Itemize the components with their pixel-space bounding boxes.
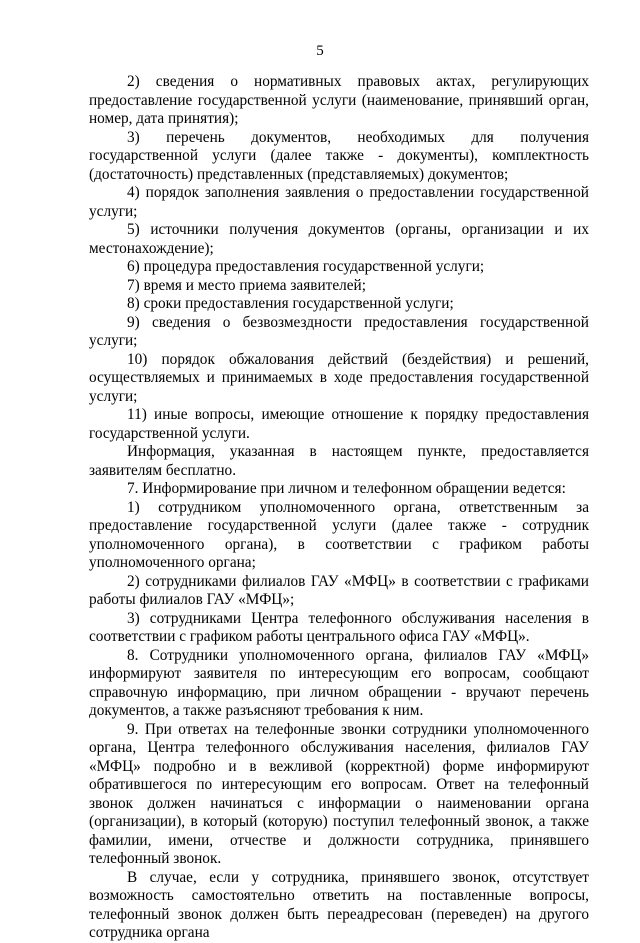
paragraph: 10) порядок обжалования действий (бездействия) и решений, осуществляемых и принимаемых в ходе предоставления государственной услуги;	[89, 350, 589, 405]
paragraph: 9. При ответах на телефонные звонки сотрудники уполномоченного органа, Центра телефонного обслуживания населения, филиалов ГАУ «МФЦ» подробно и в вежливой (корректной) форме информируют обратившегося по интересующим его вопросам. Ответ на телефонный звонок должен начинаться с информации о наименовании органа (организации), в который (которую) поступил телефонный звонок, а также фамилии, имени, отчестве и должности сотрудника, принявшего телефонный звонок.	[89, 720, 589, 867]
paragraph: 9) сведения о безвозмездности предоставления государственной услуги;	[89, 313, 589, 349]
paragraph: 7. Информирование при личном и телефонном обращении ведется:	[127, 480, 566, 497]
paragraph: 8) сроки предоставления государственной услуги;	[127, 295, 454, 312]
paragraph: Информация, указанная в настоящем пункте, предоставляется заявителям бесплатно.	[89, 443, 589, 479]
paragraph: 3) сотрудниками Центра телефонного обслуживания населения в соответствии с графиком работы центрального офиса ГАУ «МФЦ».	[89, 609, 589, 645]
paragraph: 5) источники получения документов (органы, организации и их местонахождение);	[89, 221, 589, 257]
paragraph: 2) сведения о нормативных правовых актах, регулирующих предоставление государственной услуги (наименование, принявший орган, номер, дата принятия);	[89, 73, 589, 127]
paragraph: 8. Сотрудники уполномоченного органа, филиалов ГАУ «МФЦ» информируют заявителя по интересующим его вопросам, сообщают справочную информацию, при личном обращении - вручают перечень документов, а также разъясняют требования к ним.	[89, 646, 589, 719]
paragraph: 3) перечень документов, необходимых для получения государственной услуги (далее также - документы), комплектность (достаточность) представленных (представляемых) документов;	[89, 128, 589, 183]
paragraph: 6) процедура предоставления государственной услуги;	[127, 258, 485, 275]
page-number: 5	[316, 43, 324, 59]
paragraph: 7) время и место приема заявителей;	[127, 276, 366, 294]
paragraph: В случае, если у сотрудника, принявшего звонок, отсутствует возможность самостоятельно ответить на поставленные вопросы, телефонный звонок должен быть переадресован (переведен) на другого сотрудника органа	[89, 868, 589, 941]
document-body	[89, 73, 589, 943]
paragraph: 11) иные вопросы, имеющие отношение к порядку предоставления государственной услуги.	[89, 406, 589, 442]
paragraph: 2) сотрудниками филиалов ГАУ «МФЦ» в соответствии с графиками работы филиалов ГАУ «МФЦ»;	[89, 572, 589, 608]
paragraph: 1) сотрудником уполномоченного органа, ответственным за предоставление государственной услуги (далее также - сотрудник уполномоченного органа), в соответствии с графиком работы уполномоченного органа;	[89, 498, 589, 571]
paragraph: 4) порядок заполнения заявления о предоставлении государственной услуги;	[89, 184, 589, 220]
